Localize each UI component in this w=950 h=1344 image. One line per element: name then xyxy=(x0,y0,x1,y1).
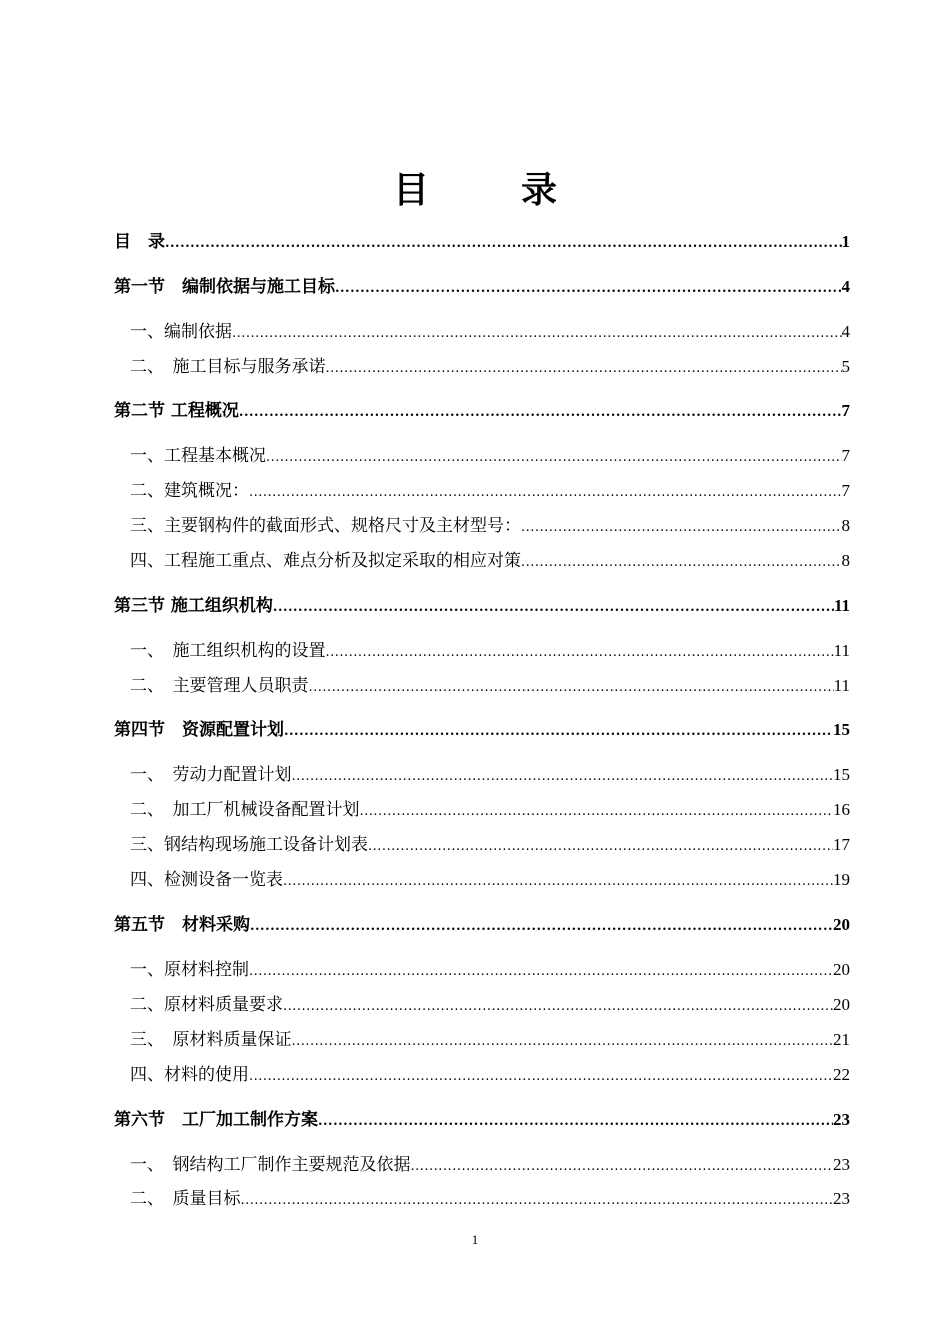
toc-entry-page-number: 4 xyxy=(841,322,850,341)
toc-dot-leader xyxy=(411,1159,834,1176)
toc-entry-title: 三、 原材料质量保证 xyxy=(130,1030,292,1050)
toc-dot-leader xyxy=(273,600,834,617)
toc-dot-leader xyxy=(283,999,833,1016)
toc-entry-page-number: 21 xyxy=(833,1030,850,1049)
toc-subsection-entry[interactable] xyxy=(130,548,850,572)
toc-entry-page-number: 1 xyxy=(841,232,850,251)
toc-entry-title: 二、 施工目标与服务承诺 xyxy=(130,357,326,377)
toc-entry-page-number: 20 xyxy=(833,960,850,979)
toc-dot-leader xyxy=(249,964,833,981)
toc-subsection-entry[interactable] xyxy=(130,1152,850,1176)
toc-entry-page-number: 11 xyxy=(833,641,850,660)
toc-entry-title: 三、主要钢构件的截面形式、规格尺寸及主材型号： xyxy=(130,516,521,536)
toc-entry-title: 第六节 工厂加工制作方案 xyxy=(114,1110,318,1130)
toc-section-entry[interactable] xyxy=(114,593,850,617)
toc-subsection-entry[interactable] xyxy=(130,478,850,502)
toc-subsection-entry[interactable] xyxy=(130,867,850,891)
toc-dot-leader xyxy=(335,281,842,298)
toc-entry-title: 二、建筑概况： xyxy=(130,481,249,501)
toc-dot-leader xyxy=(360,804,834,821)
toc-subsection-entry[interactable] xyxy=(130,797,850,821)
toc-entry-title: 第一节 编制依据与施工目标 xyxy=(114,277,335,297)
toc-entry-page-number: 20 xyxy=(833,915,850,934)
toc-subsection-entry[interactable] xyxy=(130,443,850,467)
toc-dot-leader xyxy=(283,874,833,891)
toc-dot-leader xyxy=(318,1114,833,1131)
toc-entry-page-number: 7 xyxy=(841,481,850,500)
toc-entry-title: 四、检测设备一览表 xyxy=(130,870,283,890)
toc-dot-leader xyxy=(326,361,842,378)
toc-dot-leader xyxy=(284,724,833,741)
toc-entry-page-number: 23 xyxy=(833,1155,850,1174)
toc-entry-title: 一、编制依据 xyxy=(130,322,232,342)
toc-entry-title: 一、 劳动力配置计划 xyxy=(130,765,292,785)
toc-entry-page-number: 16 xyxy=(833,800,850,819)
toc-dot-leader xyxy=(249,1069,833,1086)
toc-entry-title: 二、 质量目标 xyxy=(130,1189,241,1209)
toc-entry-page-number: 11 xyxy=(833,676,850,695)
toc-dot-leader xyxy=(292,769,834,786)
toc-entry-title: 一、 钢结构工厂制作主要规范及依据 xyxy=(130,1155,411,1175)
toc-subsection-entry[interactable] xyxy=(130,513,850,537)
toc-entry-page-number: 7 xyxy=(841,401,850,420)
toc-dot-leader xyxy=(239,405,842,422)
toc-entry-page-number: 7 xyxy=(841,446,850,465)
toc-entry-page-number: 19 xyxy=(833,870,850,889)
toc-dot-leader xyxy=(309,680,834,697)
page-title: 目 录 xyxy=(392,169,585,211)
toc-entry-title: 第二节 工程概况 xyxy=(114,401,239,421)
toc-entry-title: 一、工程基本概况 xyxy=(130,446,266,466)
toc-entry-page-number: 23 xyxy=(833,1110,850,1129)
toc-dot-leader xyxy=(165,236,842,253)
toc-subsection-entry[interactable] xyxy=(130,1186,850,1210)
toc-entry-page-number: 8 xyxy=(841,516,850,535)
toc-entry-title: 第三节 施工组织机构 xyxy=(114,596,273,616)
toc-section-entry[interactable] xyxy=(114,398,850,422)
toc-subsection-entry[interactable] xyxy=(130,354,850,378)
toc-dot-leader xyxy=(368,839,833,856)
toc-entry-page-number: 11 xyxy=(833,596,850,615)
toc-subsection-entry[interactable] xyxy=(130,638,850,662)
toc-dot-leader xyxy=(266,450,842,467)
toc-dot-leader xyxy=(249,485,842,502)
toc-dot-leader xyxy=(521,520,842,537)
toc-entry-page-number: 4 xyxy=(841,277,850,296)
toc-subsection-entry[interactable] xyxy=(130,1027,850,1051)
toc-entry-title: 第五节 材料采购 xyxy=(114,915,250,935)
toc-entry-page-number: 15 xyxy=(833,765,850,784)
toc-entry-page-number: 22 xyxy=(833,1065,850,1084)
toc-section-entry[interactable] xyxy=(114,912,850,936)
toc-section-entry[interactable] xyxy=(114,274,850,298)
toc-entry-title: 二、 主要管理人员职责 xyxy=(130,676,309,696)
toc-dot-leader xyxy=(250,919,833,936)
toc-dot-leader xyxy=(232,326,842,343)
toc-entry-title: 一、原材料控制 xyxy=(130,960,249,980)
toc-entry-page-number: 15 xyxy=(833,720,850,739)
toc-section-entry[interactable] xyxy=(114,1107,850,1131)
toc-entry-title: 第四节 资源配置计划 xyxy=(114,720,284,740)
toc-entry-title: 二、原材料质量要求 xyxy=(130,995,283,1015)
toc-entry-title: 四、材料的使用 xyxy=(130,1065,249,1085)
toc-entry-page-number: 23 xyxy=(833,1189,850,1208)
toc-entry-title: 目 录 xyxy=(114,232,165,252)
toc-dot-leader xyxy=(292,1034,834,1051)
toc-dot-leader xyxy=(241,1193,834,1210)
toc-entry-page-number: 17 xyxy=(833,835,850,854)
toc-subsection-entry[interactable] xyxy=(130,673,850,697)
toc-subsection-entry[interactable] xyxy=(130,762,850,786)
page-number: 1 xyxy=(471,1232,479,1247)
toc-entry-page-number: 20 xyxy=(833,995,850,1014)
toc-entry-title: 三、钢结构现场施工设备计划表 xyxy=(130,835,368,855)
toc-entry-page-number: 5 xyxy=(841,357,850,376)
toc-entry-title: 二、 加工厂机械设备配置计划 xyxy=(130,800,360,820)
toc-dot-leader xyxy=(521,555,842,572)
toc-subsection-entry[interactable] xyxy=(130,992,850,1016)
toc-entry-title: 四、工程施工重点、难点分析及拟定采取的相应对策 xyxy=(130,551,521,571)
toc-subsection-entry[interactable] xyxy=(130,319,850,343)
toc-subsection-entry[interactable] xyxy=(130,957,850,981)
toc-section-entry[interactable] xyxy=(114,717,850,741)
toc-subsection-entry[interactable] xyxy=(130,1062,850,1086)
toc-entry-title: 一、 施工组织机构的设置 xyxy=(130,641,326,661)
toc-entry-page-number: 8 xyxy=(841,551,850,570)
toc-section-entry[interactable] xyxy=(114,229,850,253)
toc-dot-leader xyxy=(326,645,834,662)
toc-subsection-entry[interactable] xyxy=(130,832,850,856)
